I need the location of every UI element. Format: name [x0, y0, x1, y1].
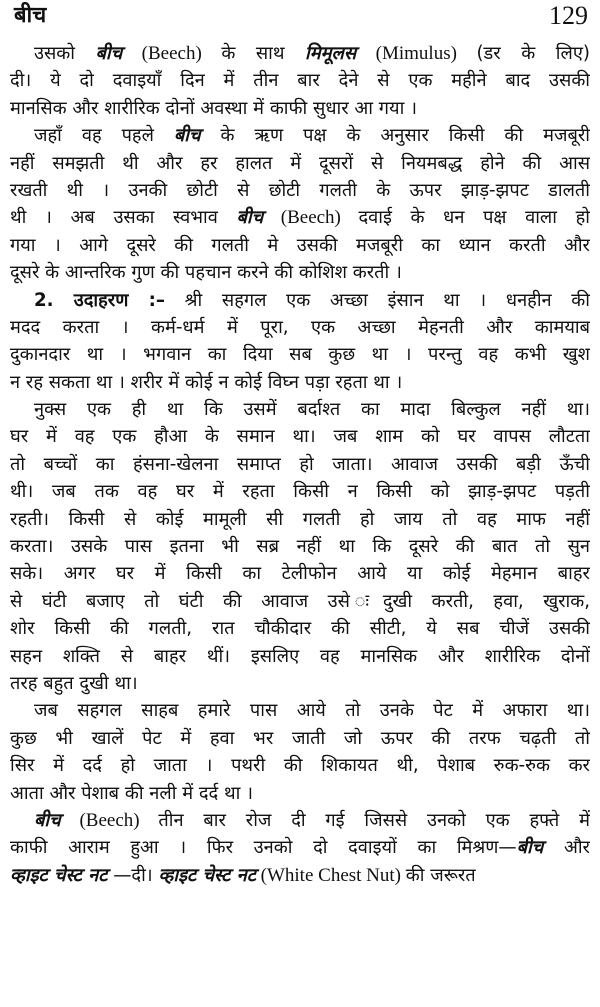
text-segment: तरह बहुत दुखी था। — [10, 672, 138, 694]
text-line — [10, 259, 590, 286]
emphasis-text: मिमूलस — [305, 43, 357, 64]
page-body — [10, 40, 590, 889]
text-line — [10, 615, 590, 642]
text-line — [10, 287, 590, 314]
text-line — [10, 232, 590, 259]
text-line — [10, 67, 590, 94]
emphasis-text: व्हाइट चेस्ट नट — [158, 864, 256, 886]
text-segment: सिर में दर्द हो जाता । पथरी की शिकायत थी, पेशाब रुक-रुक कर — [10, 755, 590, 777]
text-segment: तीन बार रोज दी गई जिससे उनको एक हफ्ते में — [158, 809, 590, 831]
text-segment: गया । आगे दूसरे की गलती मे उसकी मजबूरी का ध्यान करती और — [10, 234, 590, 256]
text-line — [10, 752, 590, 779]
text-segment: के साथ — [221, 43, 306, 64]
emphasis-text: बीच — [516, 837, 544, 859]
text-segment: सके। अगर घर में किसी का टेलीफोन आये या कोई मेहमान बाहर — [10, 563, 590, 585]
text-line — [10, 670, 590, 697]
text-line — [10, 451, 590, 478]
text-segment: कुछ भी खालें पेट में हवा भर जाती जो ऊपर की तरफ चढ़ती तो — [10, 727, 590, 749]
text-segment: रहती। किसी से कोई मामूली सी गलती हो जाय तो वह माफ नहीं — [10, 508, 590, 530]
text-line — [10, 40, 590, 67]
text-segment: (Beech) — [263, 207, 359, 229]
text-segment: थी। जब तक वह घर में रहता किसी न किसी को झाड़-झपट पड़ती — [10, 481, 590, 503]
text-segment: दूसरे के आन्तरिक गुण की पहचान करने की कोशिश करती । — [10, 262, 402, 284]
text-line — [10, 177, 590, 204]
text-line — [10, 341, 590, 368]
text-line — [10, 95, 590, 122]
text-segment: न रह सकता था । शरीर में कोई न कोई विघ्न पड़ा रहता था । — [10, 371, 403, 393]
text-segment: दुकानदार था । भगवान का दिया सब कुछ था । परन्तु वह कभी खुश — [10, 344, 590, 366]
paragraph — [10, 396, 590, 697]
bold-text: 2. उदाहरण :– — [34, 289, 165, 311]
text-segment: दी। ये दो दवाइयाँ दिन में तीन बार देने से एक महीने बाद उसकी — [10, 70, 590, 92]
text-segment: थी । अब उसका स्वभाव — [10, 207, 237, 229]
text-segment: मानसिक और शारीरिक दोनों अवस्था में काफी सुधार आ गया । — [10, 97, 417, 119]
text-line — [10, 643, 590, 670]
text-segment: रखती थी । उनकी छोटी से छोटी गलती के ऊपर झाड़-झपट डालती — [10, 179, 590, 201]
text-segment: घर में वह एक हौआ के समान था। जब शाम को घर वापस लौटता — [10, 426, 590, 448]
text-segment: तो बच्चों का हंसना-खेलना समाप्त हो जाता। आवाज उसकी बड़ी ऊँची — [10, 453, 590, 475]
text-segment: (Mimulus) — [356, 43, 477, 64]
paragraph — [10, 40, 590, 122]
text-line — [10, 204, 590, 231]
text-line — [10, 396, 590, 423]
text-line — [10, 506, 590, 533]
paragraph — [10, 287, 590, 397]
text-segment: (Beech) — [60, 809, 159, 831]
text-segment: उसको — [34, 43, 96, 64]
text-segment: श्री सहगल एक अच्छा इंसान था । धनहीन की — [164, 289, 590, 311]
running-head: बीच — [14, 3, 47, 28]
text-segment: की जरूरत — [405, 864, 476, 886]
text-line — [10, 122, 590, 149]
emphasis-text: बीच — [173, 125, 201, 147]
text-segment: नहीं समझती थी और हर हालत में दूसरों से नियमबद्ध होने की आस — [10, 152, 590, 174]
text-line — [10, 560, 590, 587]
text-line — [10, 314, 590, 341]
text-segment: करता। उसके पास इतना भी सब्र नहीं था कि दूसरे की बात तो सुन — [10, 536, 590, 558]
text-segment: और — [543, 837, 590, 859]
text-segment: से घंटी बजाए तो घंटी की आवाज उसे ःदुखी करती, हवा, खुराक, — [10, 590, 590, 612]
page-number: 129 — [549, 1, 588, 30]
text-line — [10, 533, 590, 560]
text-segment: मदद करता । कर्म-धर्म में पूरा, एक अच्छा मेहनती और कामयाब — [10, 316, 590, 338]
text-segment: —दी। — [107, 864, 159, 886]
emphasis-text: व्हाइट चेस्ट नट — [10, 864, 108, 886]
page-header — [0, 0, 600, 34]
text-segment: के ऋण पक्ष के अनुसार किसी की मजबूरी — [200, 125, 590, 147]
paragraph — [10, 122, 590, 286]
text-line — [10, 369, 590, 396]
text-segment: जब सहगल साहब हमारे पास आये तो उनके पेट में अफारा था। — [34, 700, 590, 722]
text-line — [10, 780, 590, 807]
text-line — [10, 862, 590, 889]
text-segment: (Beech) — [122, 43, 222, 64]
paragraph — [10, 807, 590, 889]
text-line — [10, 423, 590, 450]
text-line — [10, 834, 590, 861]
text-line — [10, 807, 590, 834]
text-segment: सहन शक्ति से बाहर थीं। इसलिए वह मानसिक और शारीरिक दोनों — [10, 645, 590, 667]
text-segment: काफी आराम हुआ । फिर उनको दो दवाइयों का मिश्रण— — [10, 837, 517, 859]
text-segment: (डर के लिए) — [476, 43, 590, 64]
text-segment: नुक्स एक ही था कि उसमें बर्दाश्त का मादा बिल्कुल नहीं था। — [34, 399, 590, 421]
paragraph — [10, 697, 590, 807]
text-segment: शोर किसी की गलती, रात चौकीदार की सीटी, ये सब चीजें उसकी — [10, 618, 590, 640]
emphasis-text: बीच — [95, 43, 123, 64]
text-line — [10, 588, 590, 615]
text-segment: (White Chest Nut) — [255, 864, 406, 886]
text-line — [10, 725, 590, 752]
text-line — [10, 478, 590, 505]
emphasis-text: बीच — [236, 207, 264, 229]
text-segment: दवाई के धन पक्ष वाला हो — [358, 207, 590, 229]
text-segment: आता और पेशाब की नली में दर्द था । — [10, 782, 253, 804]
text-line — [10, 697, 590, 724]
text-line — [10, 150, 590, 177]
emphasis-text: बीच — [34, 809, 61, 831]
text-segment: जहाँ वह पहले — [34, 125, 174, 147]
